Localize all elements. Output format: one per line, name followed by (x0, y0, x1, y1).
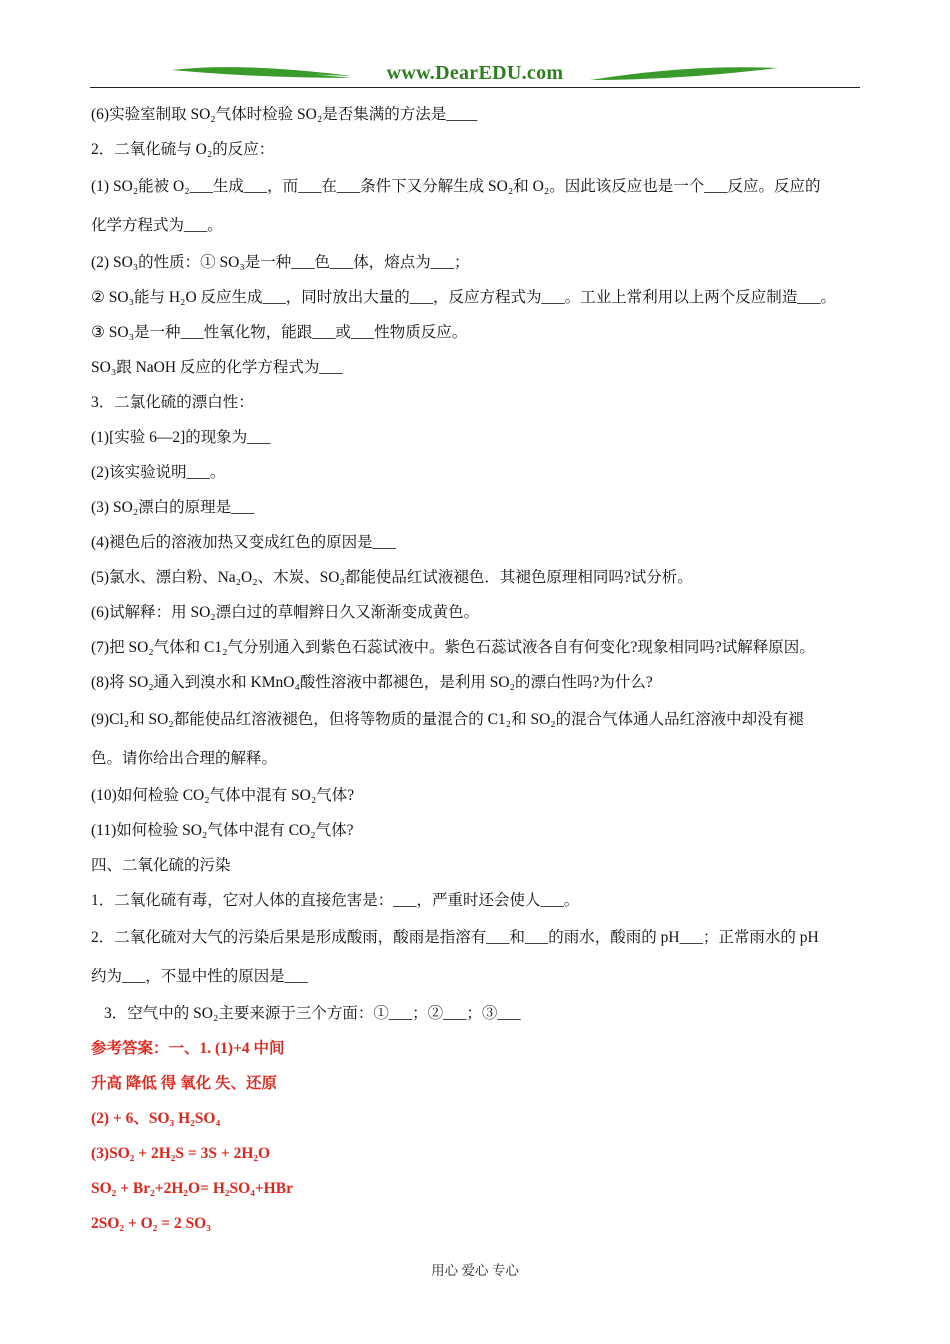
answer-line: (2) + 6、SO₃ H₂SO₄ (91, 1110, 221, 1127)
answer-heading: 参考答案：一、1. (1)+4 中间 (91, 1040, 285, 1057)
question-line: ③ SO₃是一种___性氧化物，能跟___或___性物质反应。 (91, 324, 468, 341)
question-line: (11)如何检验 SO₂气体中混有 CO₂气体? (91, 822, 354, 839)
question-line: (5)氯水、漂白粉、Na₂O₂、木炭、SO₂都能使品红试液褪色．其褪色原理相同吗?试分析。 (91, 569, 693, 586)
question-line: (2) SO₃的性质：① SO₃是一种___色___体，熔点为___； (91, 254, 470, 271)
question-line: (8)将 SO₂通入到溴水和 KMnO₄酸性溶液中都褪色，是利用 SO₂的漂白性吗?为什么? (91, 674, 653, 691)
question-line: (10)如何检验 CO₂气体中混有 SO₂气体? (91, 787, 355, 804)
question-line: (6)实验室制取 SO₂气体时检验 SO₂是否集满的方法是____ (91, 106, 478, 123)
site-logo-text: www.DearEDU.com (386, 62, 564, 84)
question-line: 2．二氧化硫对大气的污染后果是形成酸雨，酸雨是指溶有___和___的雨水，酸雨的 pH___；正常雨水的 pH (91, 929, 819, 946)
question-line: 3．空气中的 SO₂主要来源于三个方面：①___；②___；③___ (104, 1005, 521, 1022)
site-header (90, 58, 860, 90)
question-line: 色。请你给出合理的解释。 (91, 750, 278, 767)
question-line: (3) SO₂漂白的原理是___ (91, 499, 255, 516)
question-line: (2)该实验说明___。 (91, 464, 226, 481)
answer-line: 升高 降低 得 氧化 失、还原 (91, 1075, 278, 1092)
answer-line: 2SO₂ + O₂ = 2 SO₃ (91, 1215, 211, 1232)
question-line: (1) SO₂能被 O₂___生成___，而___在___条件下又分解生成 SO₂和 O₂。因此该反应也是一个___反应。反应的 (91, 178, 821, 195)
question-line: (1)[实验 6—2]的现象为___ (91, 429, 271, 446)
question-line: 1．二氧化硫有毒，它对人体的直接危害是：___，严重时还会使人___。 (91, 892, 580, 909)
question-line: (7)把 SO₂气体和 C1₂气分别通入到紫色石蕊试液中。紫色石蕊试液各自有何变化?现象相同吗?试解释原因。 (91, 639, 815, 656)
question-line: 化学方程式为___。 (91, 217, 223, 234)
section-heading: 2．二氧化硫与 O₂的反应： (91, 141, 275, 158)
section-heading: 四、二氧化硫的污染 (91, 857, 231, 874)
question-line: (4)褪色后的溶液加热又变成红色的原因是___ (91, 534, 396, 551)
page-footer: 用心 爱心 专心 (431, 1263, 519, 1278)
question-line: 约为___，不显中性的原因是___ (91, 968, 309, 985)
question-line: ② SO₃能与 H₂O 反应生成___，同时放出大量的___，反应方程式为___。工业上常利用以上两个反应制造___。 (91, 289, 837, 306)
answer-line: (3)SO₂ + 2H₂S = 3S + 2H₂O (91, 1145, 271, 1162)
document-body (91, 97, 871, 1241)
answer-line: SO₂ + Br₂+2H₂O= H₂SO₄+HBr (91, 1180, 293, 1197)
header-rule (90, 87, 860, 88)
question-line: (9)Cl₂和 SO₂都能使品红溶液褪色，但将等物质的量混合的 C1₂和 SO₂的混合气体通人品红溶液中却没有褪 (91, 711, 804, 728)
question-line: SO₃跟 NaOH 反应的化学方程式为___ (91, 359, 343, 376)
section-heading: 3．二氯化硫的漂白性： (91, 394, 254, 411)
question-line: (6)试解释：用 SO₂漂白过的草帽辫日久又渐渐变成黄色。 (91, 604, 480, 621)
